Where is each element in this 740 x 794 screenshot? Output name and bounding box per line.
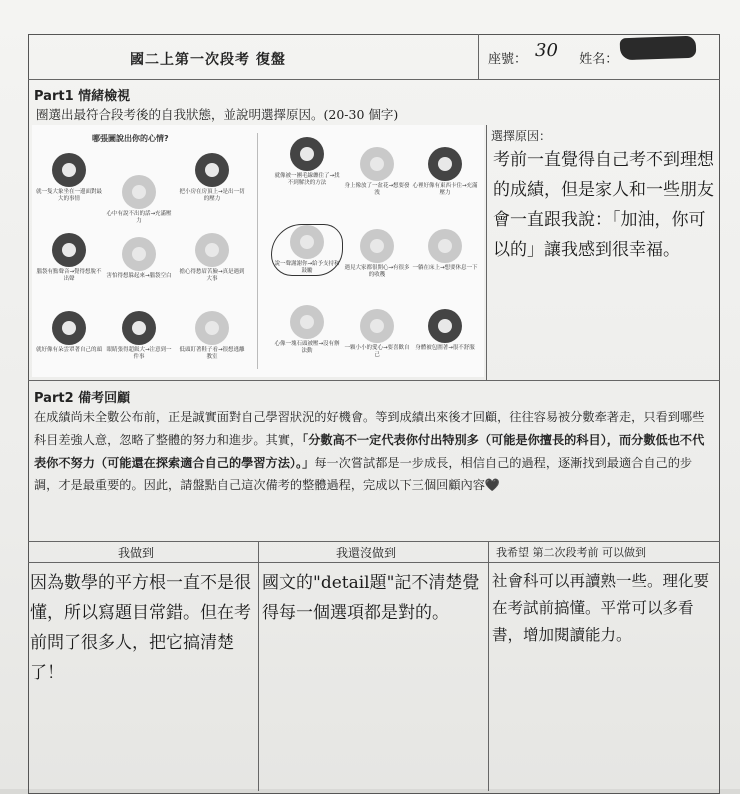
redacted-name	[620, 36, 697, 61]
emotion-figure-icon	[122, 175, 156, 209]
emotion-figure-icon	[360, 229, 394, 263]
emotion-figure-icon	[290, 137, 324, 171]
seat-number: 30	[535, 40, 558, 61]
emotion-figure-icon	[195, 233, 229, 267]
emotion-option: 一顆小小的愛心→要喜歡自己	[342, 309, 412, 359]
emotion-figure-icon	[428, 229, 462, 263]
emotion-figure-icon	[290, 305, 324, 339]
emotion-option: 害怕得想躲起來→腦袋空白	[104, 237, 174, 280]
name-label: 姓名：	[579, 52, 619, 67]
emotion-figure-icon	[428, 309, 462, 343]
illustration-title: 哪張圖說出你的心情?	[92, 134, 169, 143]
reason-answer: 考前一直覺得自己考不到理想的成績，但是家人和一些朋友會一直跟我說：「加油，你可以的」讓我感到很幸福。	[493, 150, 714, 260]
emotion-figure-icon	[195, 153, 229, 187]
emotion-option: 身上像放了一盆花→想要發洩	[342, 147, 412, 197]
emotion-option: 把小房在房頂上→是出一切的壓力	[177, 153, 247, 203]
reason-divider	[486, 125, 487, 380]
emotion-figure-icon	[52, 311, 86, 345]
part1-instruction: 圈選出最符合段考後的自我狀態，並說明選擇原因。(20-30 個字)	[36, 107, 399, 122]
emotion-option: 眼睛張得超級大→注意到一件事	[104, 311, 174, 361]
illustration-divider	[257, 133, 258, 369]
column-header-done: 我做到	[118, 546, 155, 560]
emotion-option: 身體被包圍著→很不舒服	[410, 309, 480, 352]
emotion-option: 心裡好像有東西卡住→充滿壓力	[410, 147, 480, 197]
part2-intro: 在成績尚未全數公布前，正是誠實面對自己學習狀況的好機會。等到成績出來後才回顧，往往容易被分數牽著走，只看到哪些科目差強人意，忽略了整體的努力和進步。其實，「分數高不一定代表你付出特別多（可能是你擅長的科目），而分數低也不代表你不努力（可能還在探索適合自己的學習方法）。」每一次嘗試都是一步成長，相信自己的過程，逐漸找到最適合自己的步調，才是最重要的。因此，請盤點自己這次備考的整體過程，完成以下三個回顧內容🖤	[34, 410, 705, 493]
emotion-option: 就一隻大象坐在一邊面對最大的事情	[34, 153, 104, 203]
answer-done: 因為數學的平方根一直不是很懂，所以寫題目常錯。但在考前問了很多人，把它搞清楚了！	[30, 573, 251, 683]
emotion-illustration	[32, 125, 484, 377]
emotion-figure-icon	[428, 147, 462, 181]
emotion-option: 就像被一團毛線纏住了→找不到解決的方法	[272, 137, 342, 187]
emotion-figure-icon	[195, 311, 229, 345]
column-header-hope: 我希望 第二次段考前 可以做到	[496, 546, 646, 559]
emotion-figure-icon	[122, 237, 156, 271]
emotion-option: 心中有說不出的話→充滿壓力	[104, 175, 174, 225]
part2-intro-highlight: 「分數高不一定代表你付出特別多（可能是你擅長的科目），而分數低也不代表你不努力（可能還在探索適合自己的學習方法）。」	[34, 432, 705, 470]
reason-label: 選擇原因：	[491, 129, 552, 143]
emotion-figure-icon	[52, 233, 86, 267]
emotion-figure-icon	[122, 311, 156, 345]
emotion-figure-icon	[360, 147, 394, 181]
emotion-option: 遇見大家都很開心→有很多的收穫	[342, 229, 412, 279]
seat-divider	[478, 34, 479, 80]
seat-label: 座號：	[488, 52, 528, 67]
answer-hope: 社會科可以再讀熟一些。理化要在考試前搞懂。平常可以多看書，增加閱讀能力。	[492, 572, 710, 644]
header-divider	[28, 79, 720, 80]
column-header-not-done: 我還沒做到	[336, 546, 397, 560]
emotion-figure-icon	[52, 153, 86, 187]
table-top-line	[28, 541, 720, 542]
part2-heading: Part2 備考回顧	[34, 391, 131, 406]
emotion-option: 一躺在床上→想要休息一下	[410, 229, 480, 272]
emotion-figure-icon	[290, 225, 324, 259]
emotion-option: 擔心得愁眉苦臉→真是遇到大事	[177, 233, 247, 283]
column-divider-1	[258, 541, 259, 791]
table-header-line	[28, 562, 720, 563]
answer-not-done: 國文的"detail題"記不清楚覺得每一個選項都是對的。	[262, 573, 480, 623]
emotion-option: 就好像有朵雲罩著自己的頭	[34, 311, 104, 354]
emotion-option: 低頭盯著鞋子看→很想逃離教室	[177, 311, 247, 361]
emotion-option: 腦袋有點聲音→覺得想脫不出聲	[34, 233, 104, 283]
column-divider-2	[488, 541, 489, 791]
part1-heading: Part1 情緒檢視	[34, 89, 131, 104]
emotion-option: 心像一塊石頭被壓→沒有辦法動	[272, 305, 342, 355]
emotion-option-circled: 說一聲謝謝你→給予支持和鼓勵	[272, 225, 342, 275]
page-title: 國二上第一次段考 復盤	[130, 52, 286, 68]
part1-divider	[28, 380, 720, 381]
emotion-figure-icon	[360, 309, 394, 343]
